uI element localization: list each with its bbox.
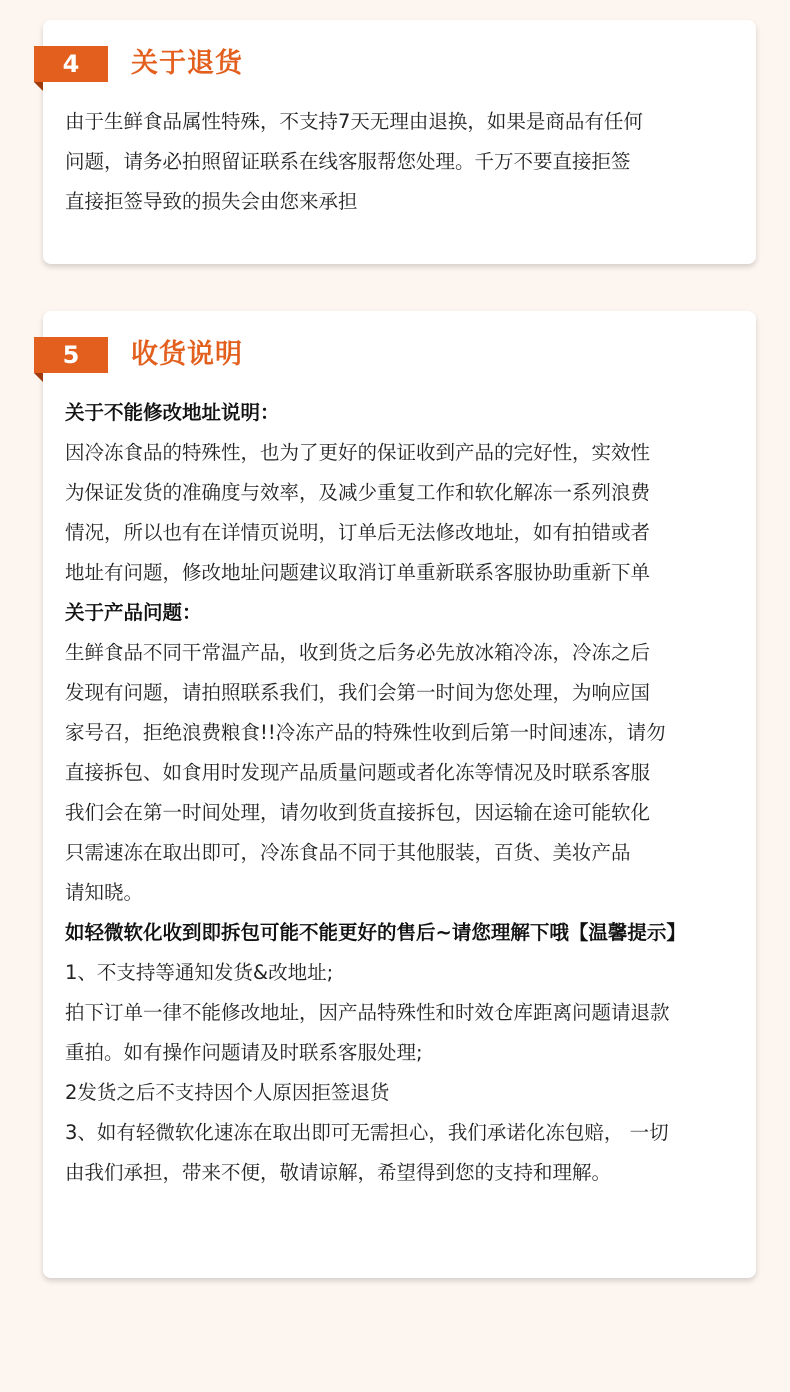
section-body [65,393,750,1193]
section-title: 收货说明 [131,339,243,370]
text-line: 直接拆包、如食用时发现产品质量问题或者化冻等情况及时联系客服 [65,761,651,784]
text-line: 发现有问题，请拍照联系我们，我们会第一时间为您处理，为响应国 [65,681,651,704]
text-line: 请知晓。 [65,881,144,904]
text-line: 只需速冻在取出即可，冷冻食品不同于其他服装，百货、美妆产品 [65,841,631,864]
text-line: 3、如有轻微软化速冻在取出即可无需担心，我们承诺化冻包赔， 一切 [65,1121,669,1144]
text-line: 因冷冻食品的特殊性，也为了更好的保证收到产品的完好性，实效性 [65,441,651,464]
text-line: 问题，请务必拍照留证联系在线客服帮您处理。千万不要直接拒签 [65,150,631,173]
text-line: 直接拒签导致的损失会由您来承担 [65,190,358,213]
receiving-instructions-card [43,311,756,1278]
text-line: 2发货之后不支持因个人原因拒签退货 [65,1081,390,1104]
text-line: 为保证发货的准确度与效率，及减少重复工作和软化解冻一系列浪费 [65,481,651,504]
section-number-badge: 4 [34,46,108,82]
text-line: 由我们承担，带来不便，敬请谅解，希望得到您的支持和理解。 [65,1161,612,1184]
text-line: 由于生鲜食品属性特殊，不支持7天无理由退换，如果是商品有任何 [65,110,643,133]
text-line: 家号召，拒绝浪费粮食!!冷冻产品的特殊性收到后第一时间速冻，请勿 [65,721,666,744]
text-line: 重拍。如有操作问题请及时联系客服处理; [65,1041,423,1064]
section-title: 关于退货 [131,48,243,79]
text-line: 地址有问题，修改地址问题建议取消订单重新联系客服协助重新下单 [65,561,651,584]
text-line: 我们会在第一时间处理，请勿收到货直接拆包，因运输在途可能软化 [65,801,651,824]
return-policy-card [43,20,756,264]
text-line: 生鲜食品不同干常温产品，收到货之后务必先放冰箱冷冻，冷冻之后 [65,641,651,664]
text-line: 1、不支持等通知发货&改地址; [65,961,334,984]
text-line: 情况，所以也有在详情页说明，订单后无法修改地址，如有拍错或者 [65,521,651,544]
subheading-address: 关于不能修改地址说明： [65,401,280,424]
section-body [65,102,750,222]
warm-tips-heading: 如轻微软化收到即拆包可能不能更好的售后~请您理解下哦【温馨提示】 [65,921,686,944]
text-line: 拍下订单一律不能修改地址，因产品特殊性和时效仓库距离问题请退款 [65,1001,670,1024]
subheading-product: 关于产品问题： [65,601,202,624]
section-number-badge: 5 [34,337,108,373]
